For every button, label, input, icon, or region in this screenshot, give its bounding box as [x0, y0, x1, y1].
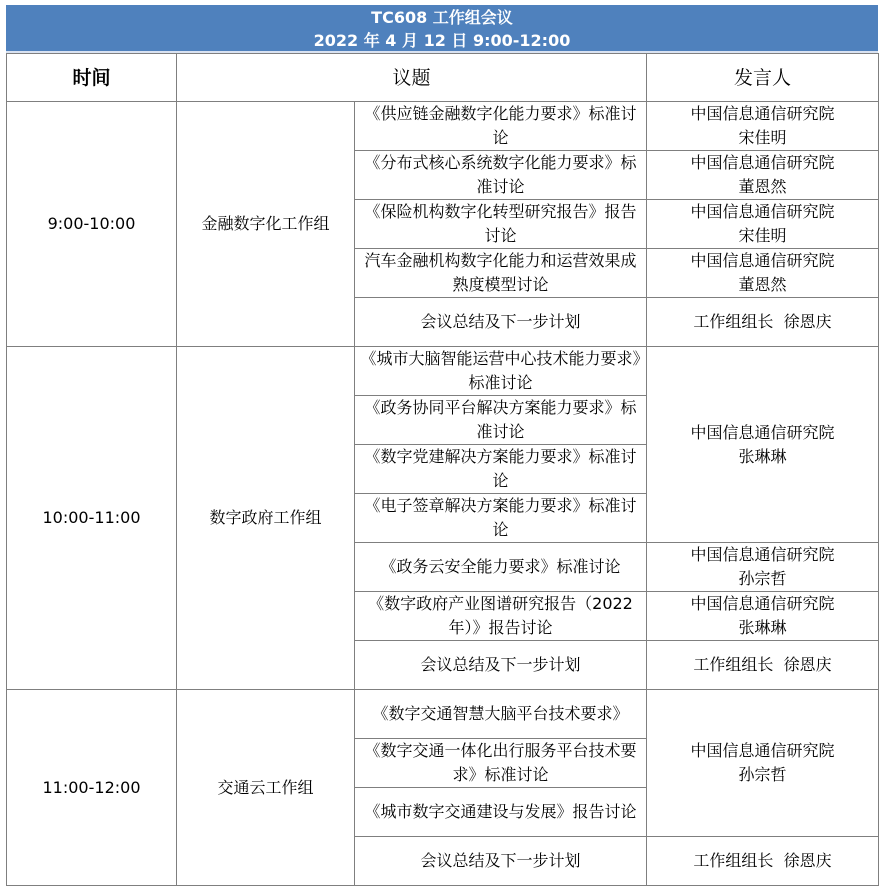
session-group: 交通云工作组 — [177, 690, 355, 886]
speaker-person: 董恩然 — [738, 177, 787, 196]
topic-cell: 《政务云安全能力要求》标准讨论 — [355, 543, 647, 592]
speaker-org: 中国信息通信研究院 — [690, 104, 835, 123]
speaker-org: 中国信息通信研究院 — [690, 594, 835, 613]
table-row — [7, 690, 879, 739]
session-time: 9:00-10:00 — [7, 102, 177, 347]
topic-cell: 汽车金融机构数字化能力和运营效果成熟度模型讨论 — [355, 249, 647, 298]
speaker-person: 张琳琳 — [738, 618, 787, 637]
topic-cell: 《分布式核心系统数字化能力要求》标准讨论 — [355, 151, 647, 200]
topic-cell: 《数字交通智慧大脑平台技术要求》 — [355, 690, 647, 739]
speaker-person: 张琳琳 — [738, 446, 787, 466]
session-group: 金融数字化工作组 — [177, 102, 355, 347]
header-row — [7, 54, 879, 102]
topic-cell: 《数字党建解决方案能力要求》标准讨论 — [355, 445, 647, 494]
speaker-org: 中国信息通信研究院 — [690, 251, 835, 270]
speaker-cell — [647, 690, 879, 837]
session-time: 10:00-11:00 — [7, 347, 177, 690]
speaker-org: 中国信息通信研究院 — [690, 422, 835, 442]
topic-cell: 会议总结及下一步计划 — [355, 298, 647, 347]
column-header-speaker: 发言人 — [647, 54, 879, 102]
speaker-person: 孙宗哲 — [738, 569, 787, 588]
meeting-title: TC608 工作组会议 — [371, 8, 513, 27]
header-banner — [6, 5, 878, 53]
topic-cell: 《城市数字交通建设与发展》报告讨论 — [355, 788, 647, 837]
speaker-person: 董恩然 — [738, 275, 787, 294]
topic-cell: 《供应链金融数字化能力要求》标准讨论 — [355, 102, 647, 151]
topic-cell: 《数字政府产业图谱研究报告（2022 年）》报告讨论 — [355, 592, 647, 641]
table-row — [7, 347, 879, 396]
topic-cell: 会议总结及下一步计划 — [355, 837, 647, 886]
topic-cell: 《政务协同平台解决方案能力要求》标准讨论 — [355, 396, 647, 445]
speaker-lead: 工作组组长 徐恩庆 — [693, 312, 832, 331]
session-group: 数字政府工作组 — [177, 347, 355, 690]
speaker-cell — [647, 837, 879, 886]
agenda-document — [6, 5, 878, 886]
speaker-org: 中国信息通信研究院 — [690, 741, 835, 760]
speaker-cell — [647, 249, 879, 298]
speaker-cell — [647, 151, 879, 200]
meeting-date: 2022 年 4 月 12 日 9:00-12:00 — [313, 31, 571, 50]
speaker-lead: 工作组组长 徐恩庆 — [693, 851, 832, 870]
topic-cell: 《城市大脑智能运营中心技术能力要求》标准讨论 — [355, 347, 647, 396]
speaker-person: 宋佳明 — [738, 128, 787, 147]
speaker-cell — [647, 347, 879, 543]
table-row — [7, 102, 879, 151]
agenda-table — [6, 53, 879, 886]
speaker-person: 宋佳明 — [738, 226, 787, 245]
topic-cell: 《数字交通一体化出行服务平台技术要求》标准讨论 — [355, 739, 647, 788]
speaker-cell — [647, 200, 879, 249]
topic-cell: 会议总结及下一步计划 — [355, 641, 647, 690]
session-time: 11:00-12:00 — [7, 690, 177, 886]
topic-cell: 《保险机构数字化转型研究报告》报告讨论 — [355, 200, 647, 249]
speaker-org: 中国信息通信研究院 — [690, 202, 835, 221]
speaker-org: 中国信息通信研究院 — [690, 153, 835, 172]
speaker-cell — [647, 102, 879, 151]
column-header-topic: 议题 — [177, 54, 647, 102]
speaker-cell — [647, 592, 879, 641]
speaker-cell — [647, 298, 879, 347]
speaker-cell — [647, 641, 879, 690]
speaker-lead: 工作组组长 徐恩庆 — [693, 655, 832, 674]
speaker-org: 中国信息通信研究院 — [690, 545, 835, 564]
topic-cell: 《电子签章解决方案能力要求》标准讨论 — [355, 494, 647, 543]
speaker-cell — [647, 543, 879, 592]
column-header-time: 时间 — [7, 54, 177, 102]
speaker-person: 孙宗哲 — [738, 765, 787, 784]
